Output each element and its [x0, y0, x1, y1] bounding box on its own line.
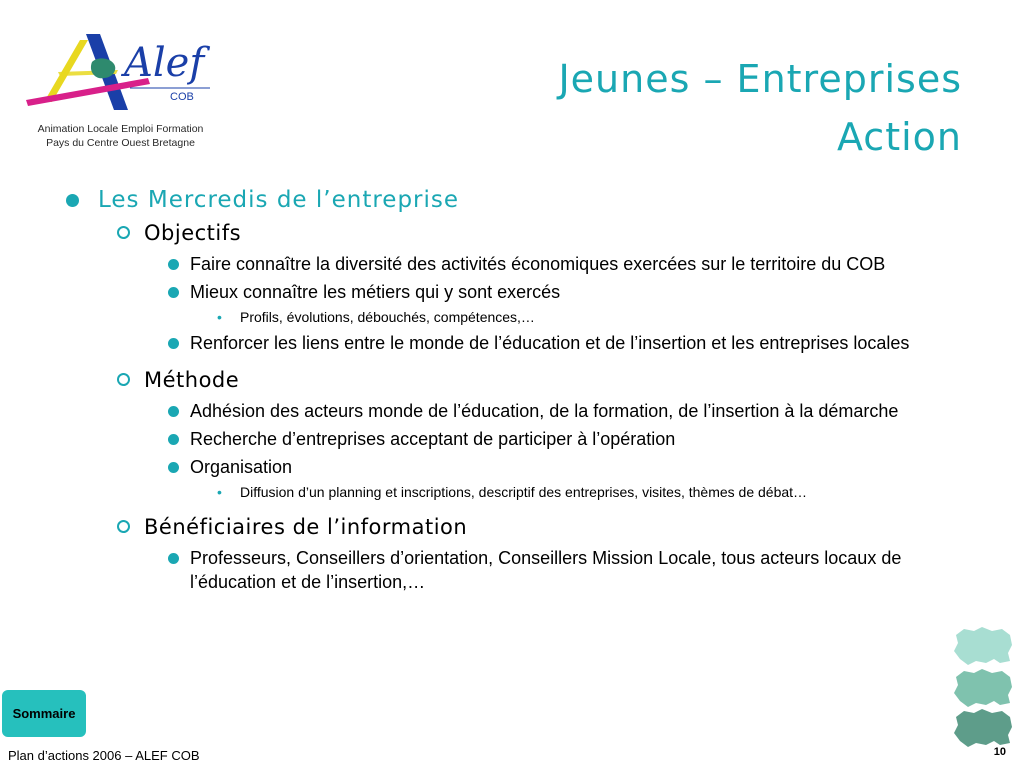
- title-line-2: Action: [836, 115, 962, 159]
- footer-caption: Plan d’actions 2006 – ALEF COB: [8, 748, 200, 763]
- sub-list-item: [215, 483, 950, 502]
- dot-bullet-icon: [168, 553, 179, 564]
- alef-logo: [18, 22, 218, 154]
- dot-bullet-icon: [168, 338, 179, 349]
- dot-bullet-icon: [168, 406, 179, 417]
- sub-list-item-text: Diffusion d’un planning et inscriptions, descriptif des entreprises, visites, thèmes de débat…: [240, 484, 808, 500]
- sub-list-item-text: Profils, évolutions, débouchés, compétences,…: [240, 309, 535, 325]
- organization-name: [18, 122, 223, 150]
- list-item: [166, 427, 960, 451]
- dot-bullet-icon: [168, 259, 179, 270]
- org-line-1: Animation Locale Emploi Formation: [37, 123, 204, 135]
- section-heading: [117, 365, 964, 395]
- slide-content: [64, 184, 964, 594]
- hollow-circle-bullet-icon: [117, 373, 130, 386]
- small-bullet-icon: •: [217, 309, 222, 325]
- list-item: [166, 280, 960, 304]
- alef-logo-icon: [18, 22, 218, 122]
- section-heading: [117, 218, 964, 248]
- region-map-icon: [950, 625, 1016, 749]
- slide-title: [558, 50, 962, 166]
- page-number: 10: [993, 746, 1006, 758]
- list-item-text: Faire connaître la diversité des activités économiques exercées sur le territoire du COB: [190, 254, 886, 274]
- main-heading: [64, 184, 964, 216]
- hollow-circle-bullet-icon: [117, 226, 130, 239]
- dot-bullet-icon: [168, 434, 179, 445]
- list-item: [166, 546, 960, 594]
- sommaire-label: Sommaire: [12, 706, 76, 721]
- title-line-1: Jeunes – Entreprises: [558, 57, 962, 101]
- section-label: Objectifs: [144, 221, 242, 245]
- list-item-text: Mieux connaître les métiers qui y sont exercés: [190, 282, 561, 302]
- brand-text: Alef: [124, 40, 205, 86]
- list-item-text: Organisation: [190, 457, 293, 477]
- section-heading: [117, 512, 964, 542]
- brand-sub-text: COB: [170, 91, 194, 103]
- list-item-text: Professeurs, Conseillers d’orientation, Conseillers Mission Locale, tous acteurs locaux de l’éducation et de l’insertion,…: [190, 548, 902, 592]
- org-line-2: Pays du Centre Ouest Bretagne: [46, 137, 195, 149]
- dot-bullet-icon: [168, 287, 179, 298]
- hollow-circle-bullet-icon: [117, 520, 130, 533]
- main-heading-text: Les Mercredis de l’entreprise: [98, 187, 460, 213]
- list-item: [166, 252, 960, 276]
- list-item: [166, 331, 960, 355]
- list-item: [166, 455, 960, 479]
- list-item-text: Recherche d’entreprises acceptant de participer à l’opération: [190, 429, 676, 449]
- list-item-text: Adhésion des acteurs monde de l’éducation, de la formation, de l’insertion à la démarche: [190, 401, 899, 421]
- filled-bullet-icon: [66, 194, 79, 207]
- small-bullet-icon: •: [217, 484, 222, 500]
- sommaire-button[interactable]: [2, 690, 86, 737]
- section-label: Méthode: [144, 368, 240, 392]
- list-item-text: Renforcer les liens entre le monde de l’éducation et de l’insertion et les entreprises locales: [190, 333, 910, 353]
- dot-bullet-icon: [168, 462, 179, 473]
- list-item: [166, 399, 960, 423]
- section-label: Bénéficiaires de l’information: [144, 515, 468, 539]
- sub-list-item: [215, 308, 950, 327]
